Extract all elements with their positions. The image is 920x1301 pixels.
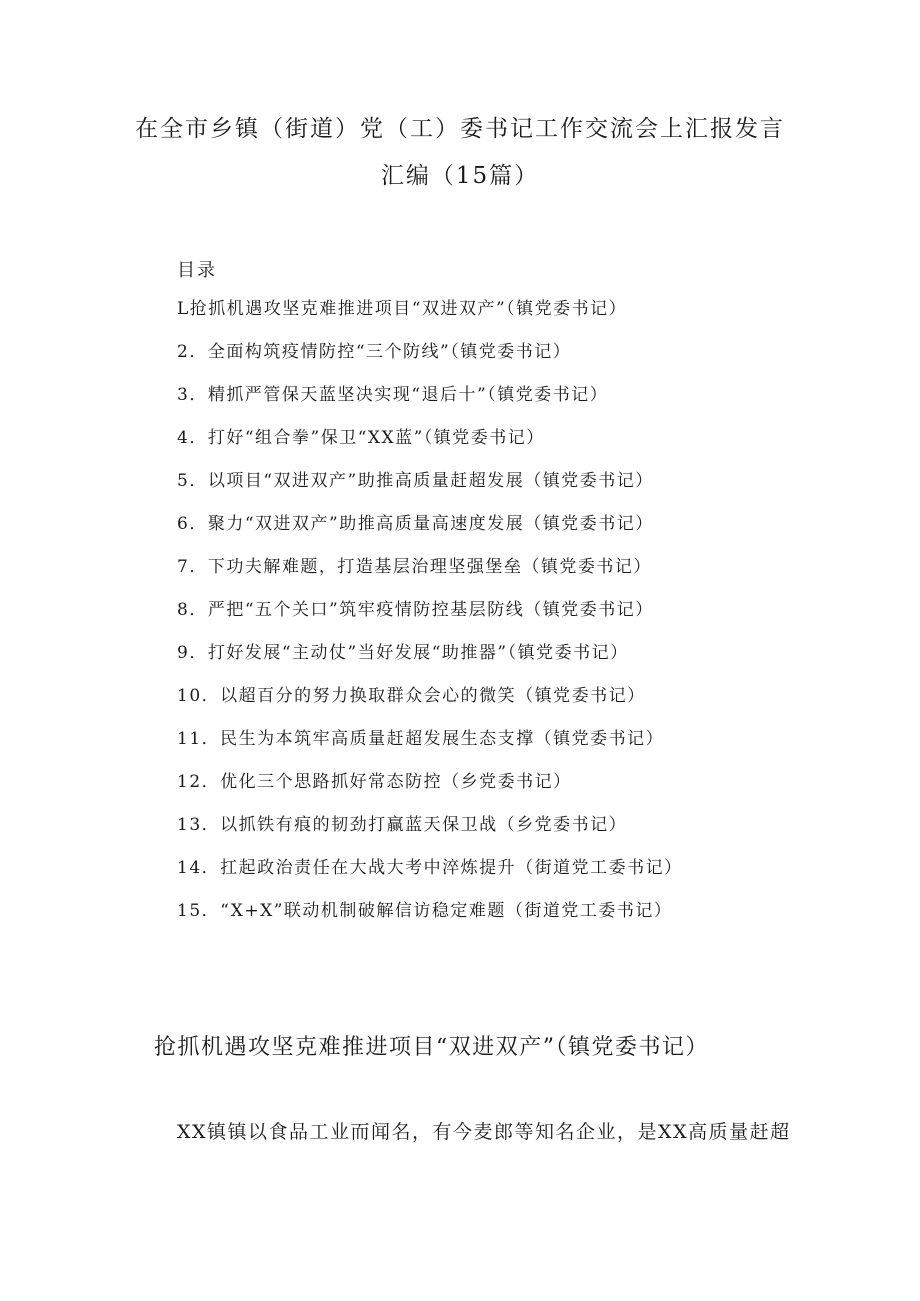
toc-item-13[interactable]: 13．以抓铁有痕的韧劲打赢蓝天保卫战（乡党委书记）: [177, 815, 628, 835]
toc-heading: 目录: [177, 260, 217, 281]
toc-item-3[interactable]: 3．精抓严管保天蓝坚决实现“退后十”（镇党委书记）: [177, 385, 609, 405]
toc-item-12[interactable]: 12．优化三个思路抓好常态防控（乡党委书记）: [177, 772, 572, 792]
document-title-line-1: 在全市乡镇（街道）党（工）委书记工作交流会上汇报发言: [135, 116, 785, 142]
toc-item-11[interactable]: 11．民生为本筑牢高质量赶超发展生态支撑（镇党委书记）: [177, 729, 665, 749]
toc-item-14[interactable]: 14．扛起政治责任在大战大考中淬炼提升（街道党工委书记）: [177, 858, 683, 878]
toc-item-7[interactable]: 7．下功夫解难题，打造基层治理坚强堡垒（镇党委书记）: [177, 557, 652, 577]
toc-item-1[interactable]: L抢抓机遇攻坚克难推进项目“双进双产”（镇党委书记）: [177, 299, 628, 319]
toc-item-2[interactable]: 2．全面构筑疫情防控“三个防线”（镇党委书记）: [177, 342, 572, 362]
body-paragraph: XX镇镇以食品工业而闻名，有今麦郎等知名企业，是XX高质量赶超: [177, 1121, 791, 1143]
toc-item-5[interactable]: 5．以项目“双进双产”助推高质量赶超发展（镇党委书记）: [177, 471, 654, 491]
section-title: 抢抓机遇攻坚克难推进项目“双进双产”（镇党委书记）: [154, 1035, 709, 1060]
toc-item-9[interactable]: 9．打好发展“主动仗”当好发展“助推器”（镇党委书记）: [177, 643, 629, 663]
toc-item-8[interactable]: 8．严把“五个关口”筑牢疫情防控基层防线（镇党委书记）: [177, 600, 654, 620]
toc-item-15[interactable]: 15．“X+X”联动机制破解信访稳定难题（街道党工委书记）: [177, 901, 673, 921]
document-title-line-2: 汇编（15篇）: [380, 163, 540, 189]
toc-list: [177, 296, 683, 941]
toc-item-10[interactable]: 10．以超百分的努力换取群众会心的微笑（镇党委书记）: [177, 686, 646, 706]
toc-item-4[interactable]: 4．打好“组合拳”保卫“XX蓝”（镇党委书记）: [177, 428, 545, 448]
toc-item-6[interactable]: 6．聚力“双进双产”助推高质量高速度发展（镇党委书记）: [177, 514, 654, 534]
